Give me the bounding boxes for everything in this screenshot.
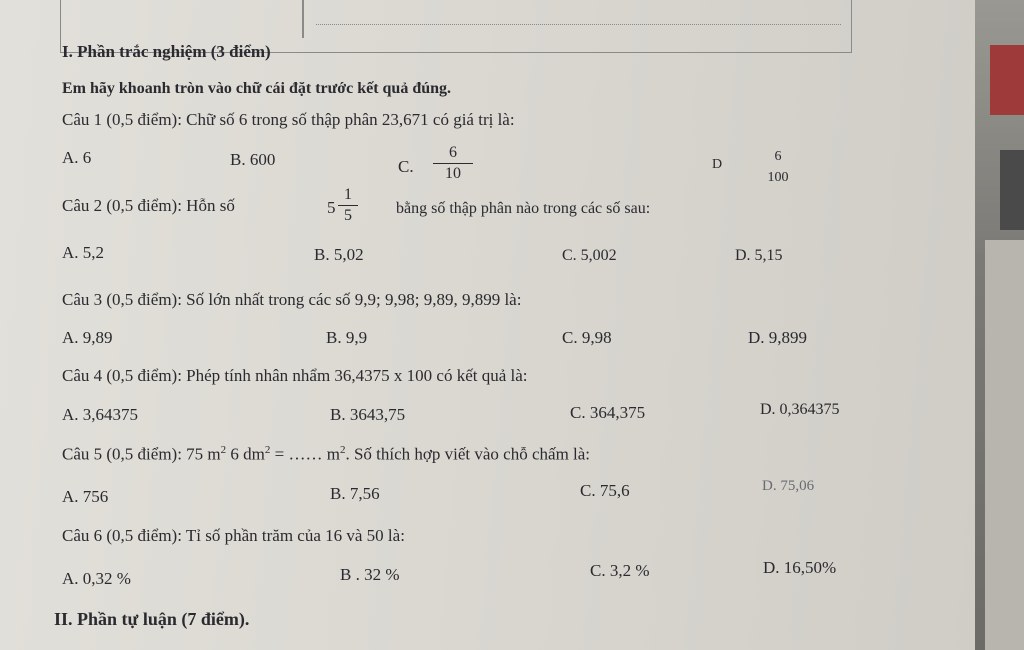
q2-option-b: B. 5,02 (314, 245, 364, 264)
q2-option-a: A. 5,2 (62, 243, 105, 262)
q1-option-d-label: D (712, 157, 723, 172)
q6-option-c: C. 3,2 % (590, 561, 650, 580)
q1-option-c-fraction (433, 144, 473, 183)
q1-option-a: A. 6 (62, 148, 92, 167)
q5-mid-2: = …… m (270, 444, 340, 464)
q4-option-b: B. 3643,75 (330, 405, 406, 424)
q4-option-d: D. 0,364375 (760, 401, 840, 418)
q5-option-a: A. 756 (62, 487, 109, 506)
q5-sup-2: 2 (264, 444, 271, 456)
background-object-red (990, 45, 1024, 115)
q4-option-c: C. 364,375 (570, 403, 646, 422)
q5-prompt-end: . Số thích hợp viết vào chỗ chấm là: (345, 444, 591, 464)
background-object-dark (1000, 150, 1024, 230)
q3-option-c: C. 9,98 (562, 328, 612, 347)
q2-mixed-fraction (338, 186, 358, 225)
q5-option-b: B. 7,56 (330, 484, 380, 503)
q6-option-a: A. 0,32 % (62, 569, 131, 588)
q3-option-a: A. 9,89 (62, 328, 113, 347)
q6-option-b: B . 32 % (340, 565, 400, 584)
q1-option-b: B. 600 (230, 150, 276, 169)
q5-prompt-start: Câu 5 (0,5 điểm): 75 m (62, 444, 221, 464)
q2-option-d: D. 5,15 (735, 247, 783, 264)
q5-sup-3: 2 (339, 444, 346, 456)
section2-title: II. Phần tự luận (7 điểm). (54, 609, 250, 629)
q2-mixed-whole: 5 (327, 198, 336, 217)
q2-mixed-denominator: 5 (344, 207, 352, 224)
q3-option-b: B. 9,9 (326, 328, 368, 347)
q1-prompt: Câu 1 (0,5 điểm): Chữ số 6 trong số thập phân 23,671 có giá trị là: (62, 110, 515, 129)
q2-option-c: C. 5,002 (562, 247, 617, 264)
header-divider (302, 0, 304, 38)
q3-option-d: D. 9,899 (748, 328, 808, 347)
header-dotted-line (316, 24, 841, 25)
q5-sup-1: 2 (220, 444, 227, 456)
q3-prompt: Câu 3 (0,5 điểm): Số lớn nhất trong các số 9,9; 9,98; 9,89, 9,899 là: (62, 290, 522, 309)
q2-prompt-start: Câu 2 (0,5 điểm): Hỗn số (62, 196, 235, 215)
q5-mid-1: 6 dm (226, 444, 265, 464)
q1-d-numerator: 6 (774, 149, 782, 164)
q6-option-d: D. 16,50% (763, 558, 837, 577)
q1-c-numerator: 6 (449, 144, 457, 161)
q5-option-c: C. 75,6 (580, 481, 630, 500)
q4-option-a: A. 3,64375 (62, 405, 139, 424)
section1-instruction: Em hãy khoanh tròn vào chữ cái đặt trước kết quả đúng. (62, 80, 452, 97)
section1-title: I. Phần trắc nghiệm (3 điểm) (62, 42, 271, 61)
background-object-light (985, 240, 1024, 650)
q4-prompt: Câu 4 (0,5 điểm): Phép tính nhân nhẩm 36,4375 x 100 có kết quả là: (62, 366, 528, 385)
q6-prompt: Câu 6 (0,5 điểm): Tỉ số phần trăm của 16 và 50 là: (62, 526, 405, 545)
q1-d-denominator: 100 (767, 170, 789, 185)
q1-option-c-label: C. (398, 157, 414, 176)
q2-prompt-end: bằng số thập phân nào trong các số sau: (396, 200, 651, 217)
q1-option-d-fraction (760, 148, 796, 187)
q1-c-denominator: 10 (445, 165, 461, 182)
q5-option-d: D. 75,06 (762, 478, 815, 494)
q2-mixed-numerator: 1 (344, 186, 352, 203)
q5-prompt (62, 444, 590, 465)
